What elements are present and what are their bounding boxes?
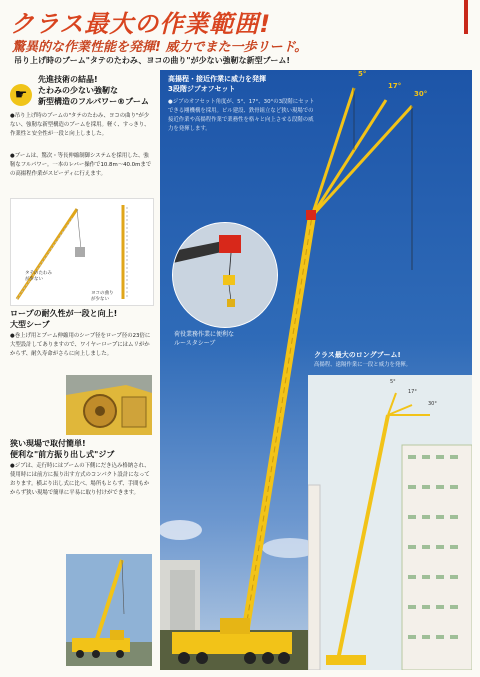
angle-label-30: 30° <box>414 90 428 98</box>
main-photo-panel <box>160 70 472 670</box>
offset-heading: 高揚程・接近作業に威力を発揮 3段階ジブオフセット <box>168 75 266 93</box>
jib-body: ●ジブは、走行時にはブームの下側にだき込み格納され、使用時には前方に振り出す方式のコンパクト設計になっております。横ぶり出し式に比べ、場所もとらず、手間もかからず狭い現場で簡単に平易に取り付けができます。 <box>10 463 150 496</box>
rooster-sheave-photo <box>172 222 278 328</box>
angle-label-17: 17° <box>388 82 402 90</box>
page-title: クラス最大の作業範囲! <box>10 10 272 38</box>
offset-body: ●ジブのオフセット角度が、5°、17°、30°の3段階にセットできる剛機構を採用。ビル建設、鉄骨組立など狭い現場での接近作業や高揚程作業で業務性を格々と向上させる段階の威力を発揮します。 <box>168 99 315 132</box>
long-angle-30: 30° <box>428 401 437 407</box>
rope-heading: ロープの耐久性が一段と向上! 大型シーブ <box>10 309 118 329</box>
boom-heading: 先進技術の結晶! たわみの少ない強靭な 新型構造のフルパワー®ブーム <box>38 75 149 106</box>
accent-bar <box>464 0 468 34</box>
diagram-label-right: ヨコの曲り が少ない <box>91 291 114 302</box>
jib-heading: 狭い現場で取付簡単! 便利な"前方振り出し式"ジブ <box>10 439 115 459</box>
long-boom-heading: クラス最大のロングブーム! <box>314 351 401 359</box>
boom-deflection-diagram <box>10 198 154 306</box>
tip-badge-icon: ☛ <box>10 84 32 106</box>
tagline: 吊り上げ時のブーム"タテのたわみ、ヨコの曲り"が少ない強靭な新型ブーム! <box>14 56 290 65</box>
page-subtitle: 驚異的な作業性能を発揮! 威力でまた一歩リード。 <box>12 40 308 55</box>
boom-body-1: ●吊り上げ時のブームの"タテのたわみ、ヨコの曲り"が少ない、強靭な新型構造のブームを採用。軽く、すっきり、作業性と安全性が一段と向上しました。 <box>10 113 150 137</box>
long-boom-body: 高揚程、遠隔作業に一段と威力を発揮。 <box>314 362 412 368</box>
long-boom-inset <box>308 375 472 670</box>
rope-body: ●巻上げ用とブーム伸縮用のシーブ径をロープ径の23倍に大型設計してありますので、ワイヤーロープにはムリがかからず、耐久寿命がさらに向上しました。 <box>10 333 151 357</box>
long-angle-5: 5° <box>390 379 396 385</box>
rooster-caption: 荷役業務作業に便利な ルースタシーブ <box>174 331 235 347</box>
left-column <box>0 70 158 677</box>
angle-label-5: 5° <box>358 70 367 78</box>
sheave-photo <box>66 375 152 435</box>
crane-truck-photo <box>66 554 152 666</box>
boom-body-2: ●ブームは、驚次・等長伸縮制御システムを採用した、強靭なフルパワー。一本のレバー操作で10.8m～40.0mまでの高揚程作業がスピーディに行えます。 <box>10 153 152 177</box>
long-angle-17: 17° <box>408 389 417 395</box>
diagram-label-left: タテのたわみ が少ない <box>25 271 52 282</box>
